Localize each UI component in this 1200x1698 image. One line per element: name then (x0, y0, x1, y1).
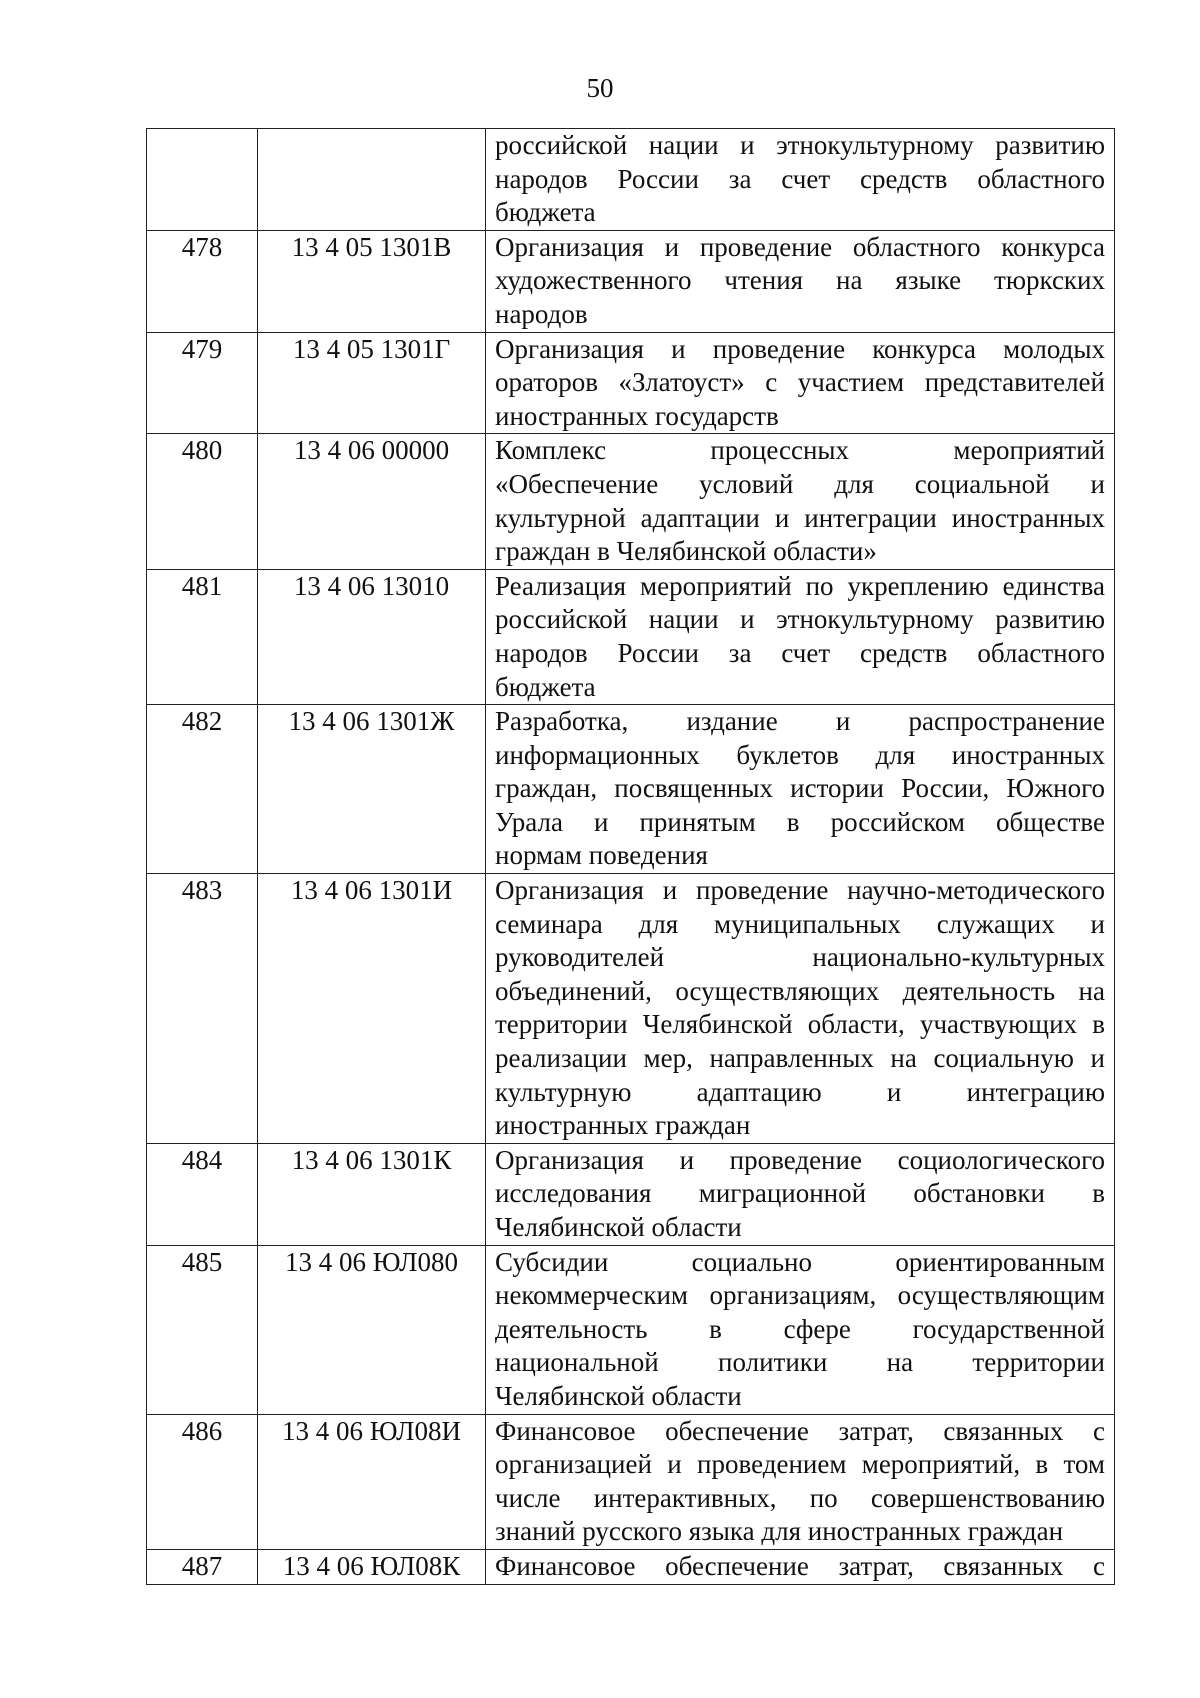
description-line: Челябинской области (495, 1212, 742, 1242)
row-number: 486 (147, 1414, 258, 1549)
table-row (147, 1143, 1115, 1245)
description-line: Организация и проведение областного конкурса (495, 231, 1105, 262)
row-number: 482 (147, 705, 258, 874)
row-number: 478 (147, 230, 258, 332)
table-row (147, 1414, 1115, 1549)
description-line: нормам поведения (495, 840, 708, 871)
budget-code: 13 4 06 1301К (258, 1143, 486, 1245)
description-line: исследования миграционной обстановки в (495, 1178, 1105, 1209)
row-description (486, 1549, 1115, 1584)
row-description (486, 1143, 1115, 1245)
description-line: иностранных граждан (495, 1110, 751, 1141)
row-description (486, 1414, 1115, 1549)
description-line: Финансовое обеспечение затрат, связанных с (495, 1415, 1105, 1446)
description-line: бюджета (495, 671, 596, 702)
budget-code: 13 4 06 ЮЛ08И (258, 1414, 486, 1549)
budget-code (258, 129, 486, 231)
table-row (147, 129, 1115, 231)
description-line: граждан, посвященных истории России, Южного (495, 773, 1105, 804)
description-line: семинара для муниципальных служащих и (495, 908, 1105, 939)
table-row (147, 1245, 1115, 1414)
row-description (486, 874, 1115, 1144)
description-line: художественного чтения на языке тюркских (495, 265, 1105, 296)
description-line: культурной адаптации и интеграции иностранных (495, 502, 1105, 533)
table-row (147, 705, 1115, 874)
description-line: некоммерческим организациям, осуществляющим (495, 1280, 1105, 1311)
description-line: знаний русского языка для иностранных граждан (495, 1516, 1064, 1547)
table-row (147, 1549, 1115, 1584)
row-number: 480 (147, 434, 258, 569)
description-line: граждан в Челябинской области» (495, 536, 877, 567)
description-line: Организация и проведение социологического (495, 1144, 1105, 1175)
description-line: Финансовое обеспечение затрат, связанных с (495, 1550, 1105, 1581)
budget-code: 13 4 06 1301Ж (258, 705, 486, 874)
description-line: национальной политики на территории (495, 1347, 1105, 1378)
row-description (486, 332, 1115, 434)
row-number (147, 129, 258, 231)
description-line: Урала и принятым в российском обществе (495, 806, 1105, 837)
table-row (147, 434, 1115, 569)
description-line: Челябинской области (495, 1380, 742, 1411)
row-description (486, 569, 1115, 704)
description-line: Организация и проведение конкурса молодых (495, 333, 1105, 364)
row-number: 483 (147, 874, 258, 1144)
row-description (486, 1245, 1115, 1414)
description-line: народов России за счет средств областного (495, 163, 1105, 194)
description-line: Комплекс процессных мероприятий (495, 435, 1105, 466)
description-line: народов России за счет средств областного (495, 637, 1105, 668)
row-description (486, 705, 1115, 874)
description-line: ораторов «Златоуст» с участием представителей (495, 367, 1105, 398)
page-number: 50 (586, 73, 614, 103)
description-line: деятельность в сфере государственной (495, 1313, 1105, 1344)
table-row (147, 230, 1115, 332)
row-description (486, 434, 1115, 569)
table-row (147, 874, 1115, 1144)
description-line: российской нации и этнокультурному развитию (495, 130, 1105, 160)
description-line: «Обеспечение условий для социальной и (495, 468, 1105, 499)
description-line: объединений, осуществляющих деятельность на (495, 975, 1105, 1006)
description-line: Субсидии социально ориентированным (495, 1246, 1105, 1277)
description-line: организацией и проведением мероприятий, в том (495, 1449, 1105, 1480)
row-number: 479 (147, 332, 258, 434)
budget-code: 13 4 06 1301И (258, 874, 486, 1144)
description-line: числе интерактивных, по совершенствованию (495, 1482, 1105, 1513)
budget-code: 13 4 06 13010 (258, 569, 486, 704)
row-number: 481 (147, 569, 258, 704)
row-description (486, 230, 1115, 332)
description-line: Разработка, издание и распространение (495, 706, 1105, 737)
description-line: реализации мер, направленных на социальную и (495, 1043, 1105, 1074)
budget-code: 13 4 06 ЮЛ08К (258, 1549, 486, 1584)
description-line: информационных буклетов для иностранных (495, 739, 1105, 770)
budget-code: 13 4 05 1301В (258, 230, 486, 332)
description-line: руководителей национально-культурных (495, 942, 1105, 973)
description-line: народов (495, 298, 588, 329)
description-line: Организация и проведение научно-методического (495, 875, 1105, 906)
row-number: 485 (147, 1245, 258, 1414)
row-description (486, 129, 1115, 231)
description-line: иностранных государств (495, 400, 779, 431)
description-line: бюджета (495, 197, 596, 228)
budget-classification-table (146, 128, 1115, 1585)
description-line: Реализация мероприятий по укреплению единства (495, 570, 1105, 601)
table-row (147, 569, 1115, 704)
description-line: российской нации и этнокультурному развитию (495, 604, 1105, 635)
description-line: территории Челябинской области, участвующих в (495, 1009, 1105, 1040)
budget-code: 13 4 06 00000 (258, 434, 486, 569)
table-row (147, 332, 1115, 434)
budget-code: 13 4 06 ЮЛ080 (258, 1245, 486, 1414)
budget-code: 13 4 05 1301Г (258, 332, 486, 434)
row-number: 484 (147, 1143, 258, 1245)
description-line: культурную адаптацию и интеграцию (495, 1076, 1105, 1107)
row-number: 487 (147, 1549, 258, 1584)
